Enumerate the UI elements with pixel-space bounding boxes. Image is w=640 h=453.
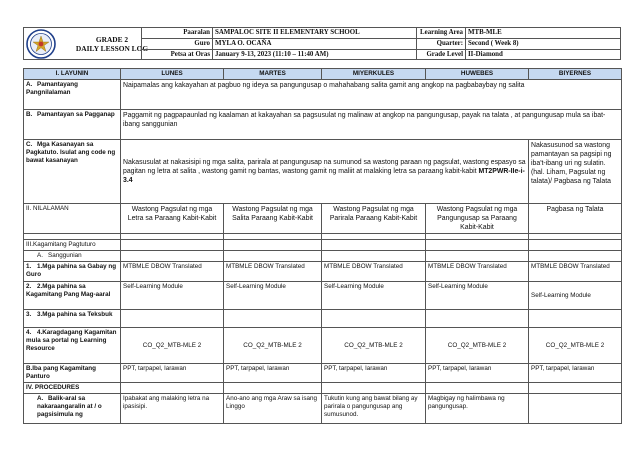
date-label: Petsa at Oras bbox=[170, 51, 210, 58]
row-label: III.Kagamitang Pagtuturo bbox=[24, 240, 121, 251]
cell-thu: MTBMLE DBOW Translated bbox=[426, 262, 529, 282]
row-balik-aral bbox=[24, 394, 622, 424]
row-sanggunian bbox=[24, 251, 622, 262]
row-label: B.Iba pang Kagamitang Panturo bbox=[24, 364, 121, 383]
cell-mon: Ipabakat ang malaking letra na ipasisipi. bbox=[121, 394, 224, 424]
date-value: January 9-13, 2023 (11:10 – 11:40 AM) bbox=[215, 51, 329, 58]
row-karagdagang-kagamitan bbox=[24, 328, 622, 364]
row-label: 2. 2.Mga pahina sa Kagamitang Pang Mag-aaral bbox=[24, 282, 121, 310]
cell-fri: PPT, tarpapel, larawan bbox=[529, 364, 622, 383]
cell-tue: CO_Q2_MTB-MLE 2 bbox=[224, 328, 322, 364]
table-header-row bbox=[24, 69, 622, 80]
header-block bbox=[23, 27, 621, 60]
quarter-value: Second ( Week 8) bbox=[468, 40, 519, 47]
row-procedures bbox=[24, 383, 622, 394]
deped-seal-icon bbox=[26, 29, 56, 59]
row-teksbuk bbox=[24, 310, 622, 328]
row-label: IV. PROCEDURES bbox=[24, 383, 121, 394]
cell-fri: MTBMLE DBOW Translated bbox=[529, 262, 622, 282]
cell-wed: PPT, tarpapel, larawan bbox=[322, 364, 426, 383]
cell-wed: Tukutin kung ang bawat bilang ay parirala o pangungusap ang sumusunod. bbox=[322, 394, 426, 424]
row-label: 1. 1.Mga pahina sa Gabay ng Guro bbox=[24, 262, 121, 282]
cell-mon: Wastong Pagsulat ng mga Letra sa Paraang Kabit-Kabit bbox=[121, 204, 224, 234]
col-header-huwebes: HUWEBES bbox=[426, 69, 529, 80]
row-label: 3. 3.Mga pahina sa Teksbuk bbox=[24, 310, 121, 328]
cell-wed: MTBMLE DBOW Translated bbox=[322, 262, 426, 282]
row-iba-pang-kagamitan bbox=[24, 364, 622, 383]
row-pamantayang-pangnilalaman bbox=[24, 80, 622, 110]
row-text: Paggamit ng pagpapaunlad ng kaalaman at kakayahan sa pagsusulat ng malinaw at angkop na pangungusap, payak na talata , at pangungusap mula sa ibat-ibang sanggunian bbox=[121, 110, 622, 140]
grade-label: GRADE 2 bbox=[95, 35, 129, 44]
cell-fri bbox=[529, 394, 622, 424]
row-label: II. NILALAMAN bbox=[24, 204, 121, 234]
school-label: Paaralan bbox=[183, 29, 210, 36]
competency-code: MT2PWR-IIe-i-3.4 bbox=[123, 168, 525, 184]
log-title: DAILY LESSON LOG bbox=[75, 44, 149, 53]
grade-level-value: II-Diamond bbox=[468, 51, 503, 58]
row-text: Nakasusulat at nakasisipi ng mga salita, parirala at pangungusap na sumunod sa wastong paraan ng pagsulat, wastong espasyo sa pagitan ng letra at salita , wastong gamit ng bantas, wastong gamit ng maliit at malaking letra sa paraang kabit-kabit MT2PWR-IIe-i-3.4 bbox=[121, 140, 529, 204]
row-kagamitang-pagtuturo bbox=[24, 240, 622, 251]
row-gabay-ng-guro bbox=[24, 262, 622, 282]
cell-tue: PPT, tarpapel, larawan bbox=[224, 364, 322, 383]
grade-level-label: Grade Level bbox=[426, 51, 463, 58]
cell-thu: PPT, tarpapel, larawan bbox=[426, 364, 529, 383]
row-label: 4. 4.Karagdagang Kagamitan mula sa portal ng Learning Resource bbox=[24, 328, 121, 364]
cell-wed: Wastong Pagsulat ng mga Parirala Paraang Kabit-Kabit bbox=[322, 204, 426, 234]
row-pamantayan-sa-pagganap bbox=[24, 110, 622, 140]
col-header-layunin: I. LAYUNIN bbox=[24, 69, 121, 80]
cell-fri: Self-Learning Module bbox=[529, 282, 622, 310]
row-label: A. Sanggunian bbox=[24, 251, 121, 262]
teacher-label: Guro bbox=[194, 40, 210, 47]
col-header-lunes: LUNES bbox=[121, 69, 224, 80]
cell-tue: Self-Learning Module bbox=[224, 282, 322, 310]
cell-tue: Ano-ano ang mga Araw sa isang Linggo bbox=[224, 394, 322, 424]
cell-thu: Wastong Pagsulat ng mga Pangungusap sa Paraang Kabit-Kabit bbox=[426, 204, 529, 234]
cell-thu: CO_Q2_MTB-MLE 2 bbox=[426, 328, 529, 364]
row-label: A. Balik-aral sa nakaraangaralin at / o pagsisimula ng bbox=[24, 394, 121, 424]
lesson-plan-table bbox=[23, 68, 622, 424]
row-nilalaman bbox=[24, 204, 622, 234]
cell-mon: Self-Learning Module bbox=[121, 282, 224, 310]
row-kagamitang-pang-mag-aaral bbox=[24, 282, 622, 310]
cell-thu: Magbigay ng halimbawa ng pangungusap. bbox=[426, 394, 529, 424]
school-value: SAMPALOC SITE II ELEMENTARY SCHOOL bbox=[215, 29, 360, 36]
row-text-friday: Nakasusunod sa wastong pamantayan sa pagsipi ng iba't-ibang uri ng sulatin. (hal. Liham, Pagsulat ng talata)/ Pagbasa ng Talata bbox=[529, 140, 622, 204]
row-label: A. Pamantayang Pangnilalaman bbox=[24, 80, 121, 110]
col-header-biyernes: BIYERNES bbox=[529, 69, 622, 80]
row-label: B. Pamantayan sa Pagganap bbox=[24, 110, 121, 140]
cell-wed: CO_Q2_MTB-MLE 2 bbox=[322, 328, 426, 364]
row-text: Naipamalas ang kakayahan at pagbuo ng ideya sa pangungusap o mahahabang salita gamit ang angkop na pagbabaybay ng salita bbox=[121, 80, 622, 110]
cell-tue: Wastong Pagsulat ng mga Salita Paraang Kabit-Kabit bbox=[224, 204, 322, 234]
row-label: C. Mga Kasanayan sa Pagkatuto. Isulat ang code ng bawat kasanayan bbox=[24, 140, 121, 204]
col-header-martes: MARTES bbox=[224, 69, 322, 80]
row-mga-kasanayan bbox=[24, 140, 622, 204]
col-header-miyerkules: MIYERKULES bbox=[322, 69, 426, 80]
cell-fri: CO_Q2_MTB-MLE 2 bbox=[529, 328, 622, 364]
cell-fri: Pagbasa ng Talata bbox=[529, 204, 622, 234]
cell-mon: CO_Q2_MTB-MLE 2 bbox=[121, 328, 224, 364]
teacher-value: MYLA O. OCAÑA bbox=[215, 40, 272, 47]
quarter-label: Quarter: bbox=[436, 40, 463, 47]
cell-wed: Self-Learning Module bbox=[322, 282, 426, 310]
cell-mon: MTBMLE DBOW Translated bbox=[121, 262, 224, 282]
cell-tue: MTBMLE DBOW Translated bbox=[224, 262, 322, 282]
learning-area-label: Learning Area bbox=[420, 29, 463, 36]
cell-mon: PPT, tarpapel, larawan bbox=[121, 364, 224, 383]
learning-area-value: MTB-MLE bbox=[468, 29, 502, 36]
cell-thu: Self-Learning Module bbox=[426, 282, 529, 310]
